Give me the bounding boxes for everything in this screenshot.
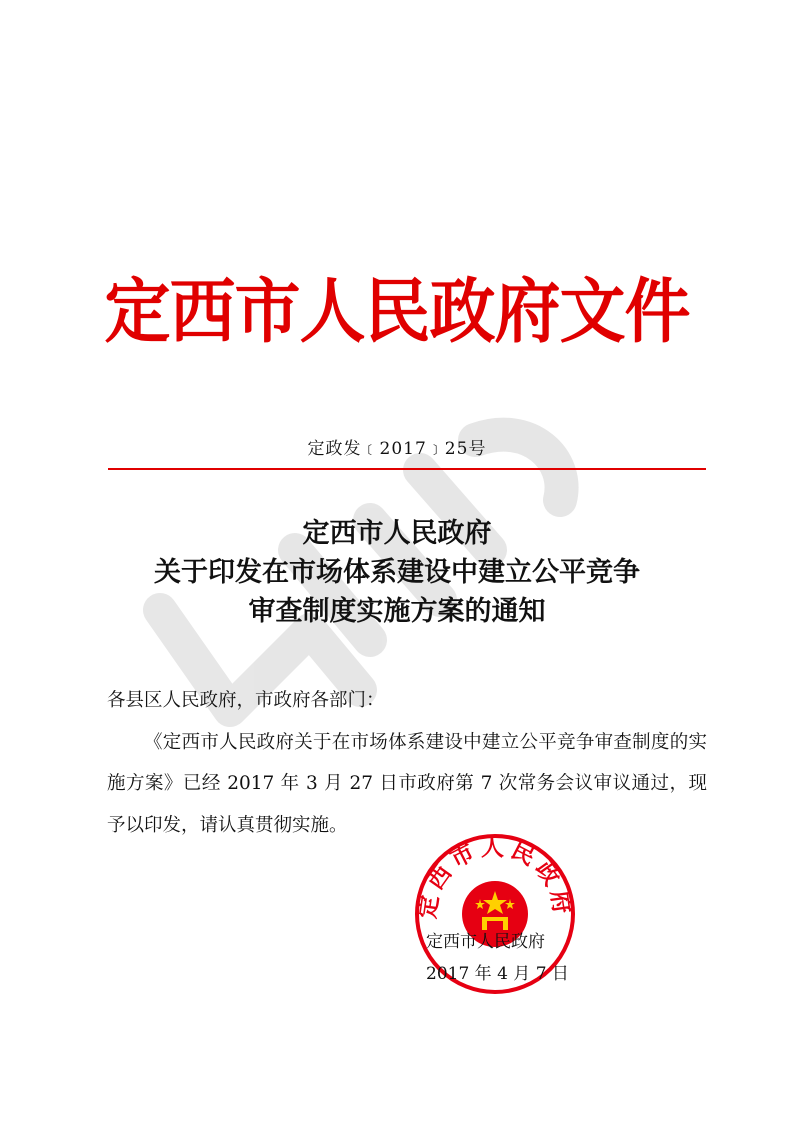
title-line-1: 定西市人民政府 <box>302 518 492 549</box>
red-divider-line <box>108 468 706 470</box>
title-line-3: 审查制度实施方案的通知 <box>248 596 546 627</box>
document-number: 定政发﹝2017﹞25号 <box>307 439 487 459</box>
title-line-2: 关于印发在市场体系建设中建立公平竞争 <box>154 557 640 588</box>
seal-text: 定西市人民政府 <box>414 834 576 921</box>
signature-org: 定西市人民政府 <box>426 932 545 952</box>
signature-date: 2017 年 4 月 7 日 <box>426 964 569 984</box>
salutation: 各县区人民政府，市政府各部门： <box>107 690 385 711</box>
document-title <box>0 514 794 631</box>
signature-block <box>426 926 596 990</box>
document-body <box>107 680 707 846</box>
body-paragraph: 《定西市人民政府关于在市场体系建设中建立公平竞争审查制度的实施方案》已经 2017 年 3 月 27 日市政府第 7 次常务会议审议通过，现予以印发，请认真贯彻实施。 <box>107 731 707 836</box>
document-masthead: 定西市人民政府文件 <box>104 270 690 353</box>
